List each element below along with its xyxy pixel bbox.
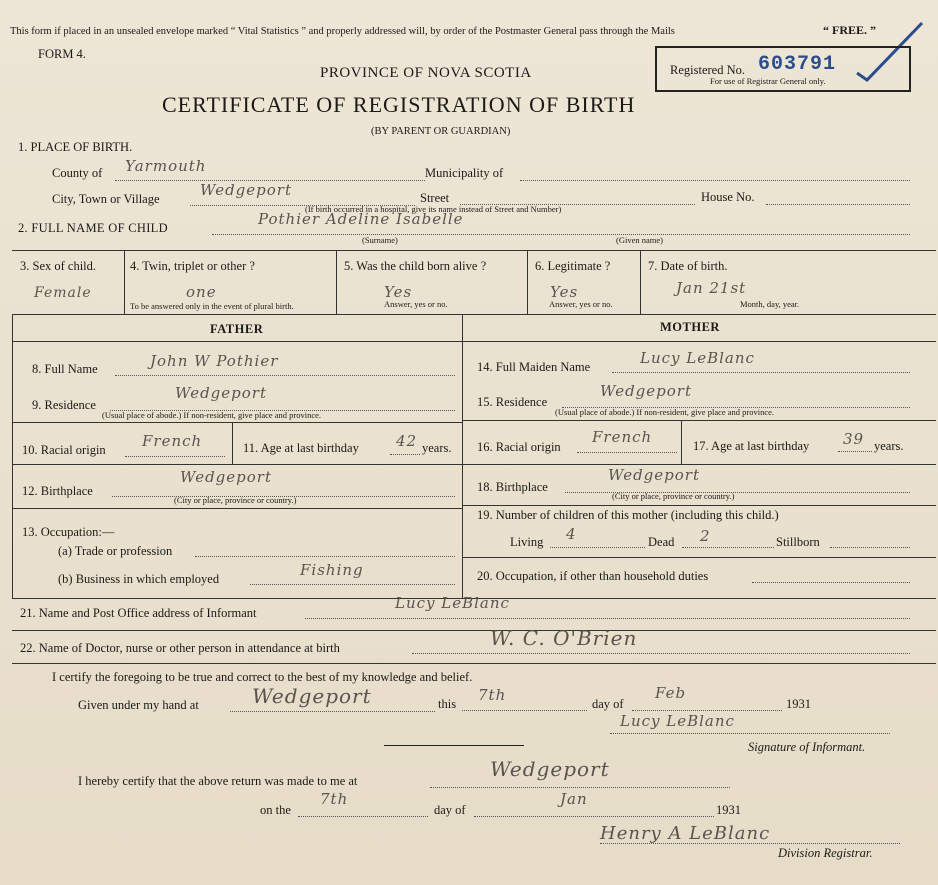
municipality-label: Municipality of (425, 166, 504, 180)
street-label: Street (420, 191, 450, 205)
registered-label: Registered No. (670, 63, 745, 77)
child-name-value: Pothier Adeline Isabelle (258, 210, 464, 228)
living-label: Living (510, 535, 544, 549)
city-value: Wedgeport (200, 181, 292, 199)
father-name-label: 8. Full Name (32, 362, 98, 376)
registered-number: 603791 (758, 53, 837, 76)
alive-value: Yes (384, 283, 413, 301)
father-age-value: 42 (396, 432, 418, 450)
mother-racial-label: 16. Racial origin (477, 440, 561, 454)
postal-notice: This form if placed in an unsealed envelope marked “ Vital Statistics ” and properly addressed will, by order of the Postmaster General pass through the Mails (10, 26, 675, 37)
certificate-title: CERTIFICATE OF REGISTRATION OF BIRTH (162, 92, 636, 117)
doctor-label: 22. Name of Doctor, nurse or other person in attendance at birth (20, 641, 340, 655)
informant-certification: I certify the foregoing to be true and correct to the best of my knowledge and belief. (52, 670, 473, 684)
legitimate-note: Answer, yes or no. (549, 299, 613, 309)
informant-value: Lucy LeBlanc (395, 594, 510, 612)
mother-name-label: 14. Full Maiden Name (477, 360, 591, 374)
county-label: County of (52, 166, 103, 180)
day-of-label-2: day of (434, 803, 466, 817)
mother-heading: MOTHER (660, 320, 720, 334)
stillborn-label: Stillborn (776, 535, 820, 549)
street-note: (If birth occurred in a hospital, give its name instead of Street and Number) (305, 204, 562, 214)
children-count-label: 19. Number of children of this mother (including this child.) (477, 508, 779, 522)
occupation-heading: 13. Occupation:— (22, 525, 115, 539)
sex-value: Female (34, 285, 92, 301)
father-birthplace-value: Wedgeport (180, 468, 272, 486)
registrar-signature: Henry A LeBlanc (600, 823, 771, 844)
county-value: Yarmouth (125, 157, 207, 175)
child-name-label: 2. FULL NAME OF CHILD (18, 221, 168, 235)
form-number: FORM 4. (38, 47, 86, 61)
registrar-year: 1931 (716, 803, 741, 817)
date-of-birth-note: Month, day, year. (740, 299, 800, 309)
division-registrar-label: Division Registrar. (778, 846, 873, 860)
twin-note: To be answered only in the event of plural birth. (130, 301, 294, 311)
free-label: “ FREE. ” (823, 23, 877, 37)
mother-age-value: 39 (843, 430, 865, 448)
father-residence-label: 9. Residence (32, 398, 96, 412)
on-the-label: on the (260, 803, 291, 817)
mother-residence-value: Wedgeport (600, 382, 692, 400)
dead-value: 2 (700, 527, 711, 545)
legitimate-value: Yes (550, 283, 579, 301)
dead-label: Dead (648, 535, 675, 549)
given-place: Wedgeport (252, 684, 372, 708)
registrar-use-note: For use of Registrar General only. (710, 76, 826, 86)
certificate-subtitle: (BY PARENT OR GUARDIAN) (371, 126, 511, 137)
alive-label: 5. Was the child born alive ? (344, 259, 487, 273)
mother-birthplace-value: Wedgeport (608, 466, 700, 484)
father-birthplace-note: (City or place, province or country.) (174, 495, 297, 505)
day-of-value: Feb (655, 684, 687, 702)
father-heading: FATHER (210, 322, 264, 336)
mother-residence-note: (Usual place of abode.) If non-resident, give place and province. (555, 407, 775, 417)
informant-signature: Lucy LeBlanc (620, 712, 735, 730)
twin-value: one (186, 283, 217, 301)
twin-label: 4. Twin, triplet or other ? (130, 259, 255, 273)
signature-label: Signature of Informant. (748, 740, 866, 754)
business-value: Fishing (300, 561, 364, 579)
this-label: this (438, 697, 457, 711)
doctor-value: W. C. O'Brien (490, 626, 638, 650)
alive-note: Answer, yes or no. (384, 299, 448, 309)
father-racial-label: 10. Racial origin (22, 443, 106, 457)
house-label: House No. (701, 190, 755, 204)
father-name-value: John W Pothier (150, 352, 279, 370)
day-of-label: day of (592, 697, 624, 711)
registrar-certification: I hereby certify that the above return was made to me at (78, 774, 358, 788)
city-label: City, Town or Village (52, 192, 160, 206)
father-residence-note: (Usual place of abode.) If non-resident, give place and province. (102, 410, 322, 420)
on-the-value: 7th (320, 790, 349, 808)
living-value: 4 (566, 525, 577, 543)
father-years: years. (422, 441, 452, 455)
father-age-label: 11. Age at last birthday (243, 441, 359, 455)
mother-racial-value: French (592, 428, 653, 446)
mother-residence-label: 15. Residence (477, 395, 548, 409)
given-year: 1931 (786, 697, 811, 711)
trade-label: (a) Trade or profession (58, 544, 173, 558)
father-residence-value: Wedgeport (175, 384, 267, 402)
mother-years: years. (874, 439, 904, 453)
informant-label: 21. Name and Post Office address of Informant (20, 606, 257, 620)
mother-age-label: 17. Age at last birthday (693, 439, 810, 453)
father-racial-value: French (142, 432, 203, 450)
sex-label: 3. Sex of child. (20, 259, 97, 273)
surname-note: (Surname) (362, 235, 398, 245)
province-title: PROVINCE OF NOVA SCOTIA (320, 65, 532, 81)
day-of-value-2: Jan (560, 790, 588, 808)
place-of-birth-heading: 1. PLACE OF BIRTH. (18, 140, 133, 154)
date-of-birth-value: Jan 21st (676, 279, 747, 297)
mother-occupation-label: 20. Occupation, if other than household duties (477, 569, 709, 583)
mother-name-value: Lucy LeBlanc (640, 349, 755, 367)
given-name-note: (Given name) (616, 235, 663, 245)
date-of-birth-label: 7. Date of birth. (648, 259, 728, 273)
mother-birthplace-label: 18. Birthplace (477, 480, 548, 494)
given-label: Given under my hand at (78, 698, 199, 712)
this-value: 7th (478, 686, 507, 704)
registrar-place: Wedgeport (490, 757, 610, 781)
father-birthplace-label: 12. Birthplace (22, 484, 93, 498)
legitimate-label: 6. Legitimate ? (535, 259, 611, 273)
business-label: (b) Business in which employed (58, 572, 220, 586)
mother-birthplace-note: (City or place, province or country.) (612, 491, 735, 501)
